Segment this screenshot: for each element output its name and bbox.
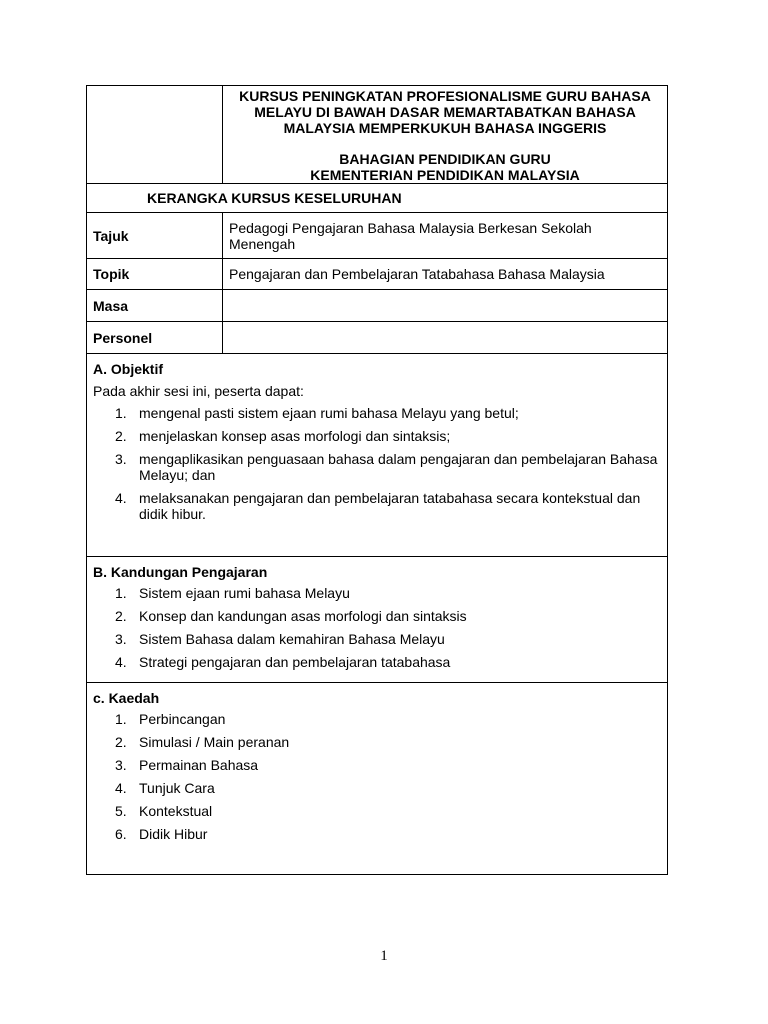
objective-list: [93, 405, 661, 522]
section-kandungan: [87, 557, 668, 683]
header-title-line: MELAYU DI BAWAH DASAR MEMARTABATKAN BAHASA: [254, 104, 636, 120]
row-label-masa: Masa: [87, 290, 223, 322]
section-title: A. Objektif: [93, 361, 164, 377]
row-value-tajuk: Pedagogi Pengajaran Bahasa Malaysia Berkesan Sekolah Menengah: [223, 213, 668, 259]
header-org-line: KEMENTERIAN PENDIDIKAN MALAYSIA: [310, 167, 580, 183]
header-blank-cell: [87, 86, 223, 184]
list-item: 3. Sistem Bahasa dalam kemahiran Bahasa Melayu: [115, 631, 445, 647]
section-title: c. Kaedah: [93, 690, 160, 706]
content-list: [93, 585, 661, 670]
list-item: 4. Strategi pengajaran dan pembelajaran tatabahasa: [115, 654, 451, 670]
course-header: [223, 86, 668, 184]
row-value-masa: [223, 290, 668, 322]
list-item: 2. Simulasi / Main peranan: [115, 734, 290, 750]
section-title: B. Kandungan Pengajaran: [93, 564, 268, 580]
row-label-topik: Topik: [87, 259, 223, 290]
list-item: 1. mengenal pasti sistem ejaan rumi bahasa Melayu yang betul;: [115, 405, 519, 421]
list-item: 3. Permainan Bahasa: [115, 757, 259, 773]
row-value-topik: Pengajaran dan Pembelajaran Tatabahasa Bahasa Malaysia: [223, 259, 668, 290]
list-item: 2. menjelaskan konsep asas morfologi dan sintaksis;: [115, 428, 451, 444]
framework-title: KERANGKA KURSUS KESELURUHAN: [87, 184, 668, 213]
header-title-line: KURSUS PENINGKATAN PROFESIONALISME GURU BAHASA: [239, 88, 651, 104]
list-item: 5. Kontekstual: [115, 803, 213, 819]
list-item: 1. Perbincangan: [115, 711, 226, 727]
section-objektif: [87, 354, 668, 557]
method-list: [93, 711, 661, 842]
list-item: 2. Konsep dan kandungan asas morfologi dan sintaksis: [115, 608, 467, 624]
row-label-personel: Personel: [87, 322, 223, 354]
header-org-line: BAHAGIAN PENDIDIKAN GURU: [339, 151, 551, 167]
header-title-line: MALAYSIA MEMPERKUKUH BAHASA INGGERIS: [283, 120, 607, 136]
row-label-tajuk: Tajuk: [87, 213, 223, 259]
section-intro: Pada akhir sesi ini, peserta dapat:: [93, 383, 304, 399]
list-item: 4. Tunjuk Cara: [115, 780, 215, 796]
section-kaedah: [87, 683, 668, 875]
course-framework-table: [86, 85, 668, 875]
row-value-personel: [223, 322, 668, 354]
list-item: 4. melaksanakan pengajaran dan pembelajaran tatabahasa secara kontekstual dan didik hibur.: [115, 490, 641, 522]
list-item: 3. mengaplikasikan penguasaan bahasa dalam pengajaran dan pembelajaran Bahasa Melayu; dan: [115, 451, 658, 483]
list-item: 6. Didik Hibur: [115, 826, 208, 842]
list-item: 1. Sistem ejaan rumi bahasa Melayu: [115, 585, 350, 601]
page-number: 1: [380, 948, 388, 964]
